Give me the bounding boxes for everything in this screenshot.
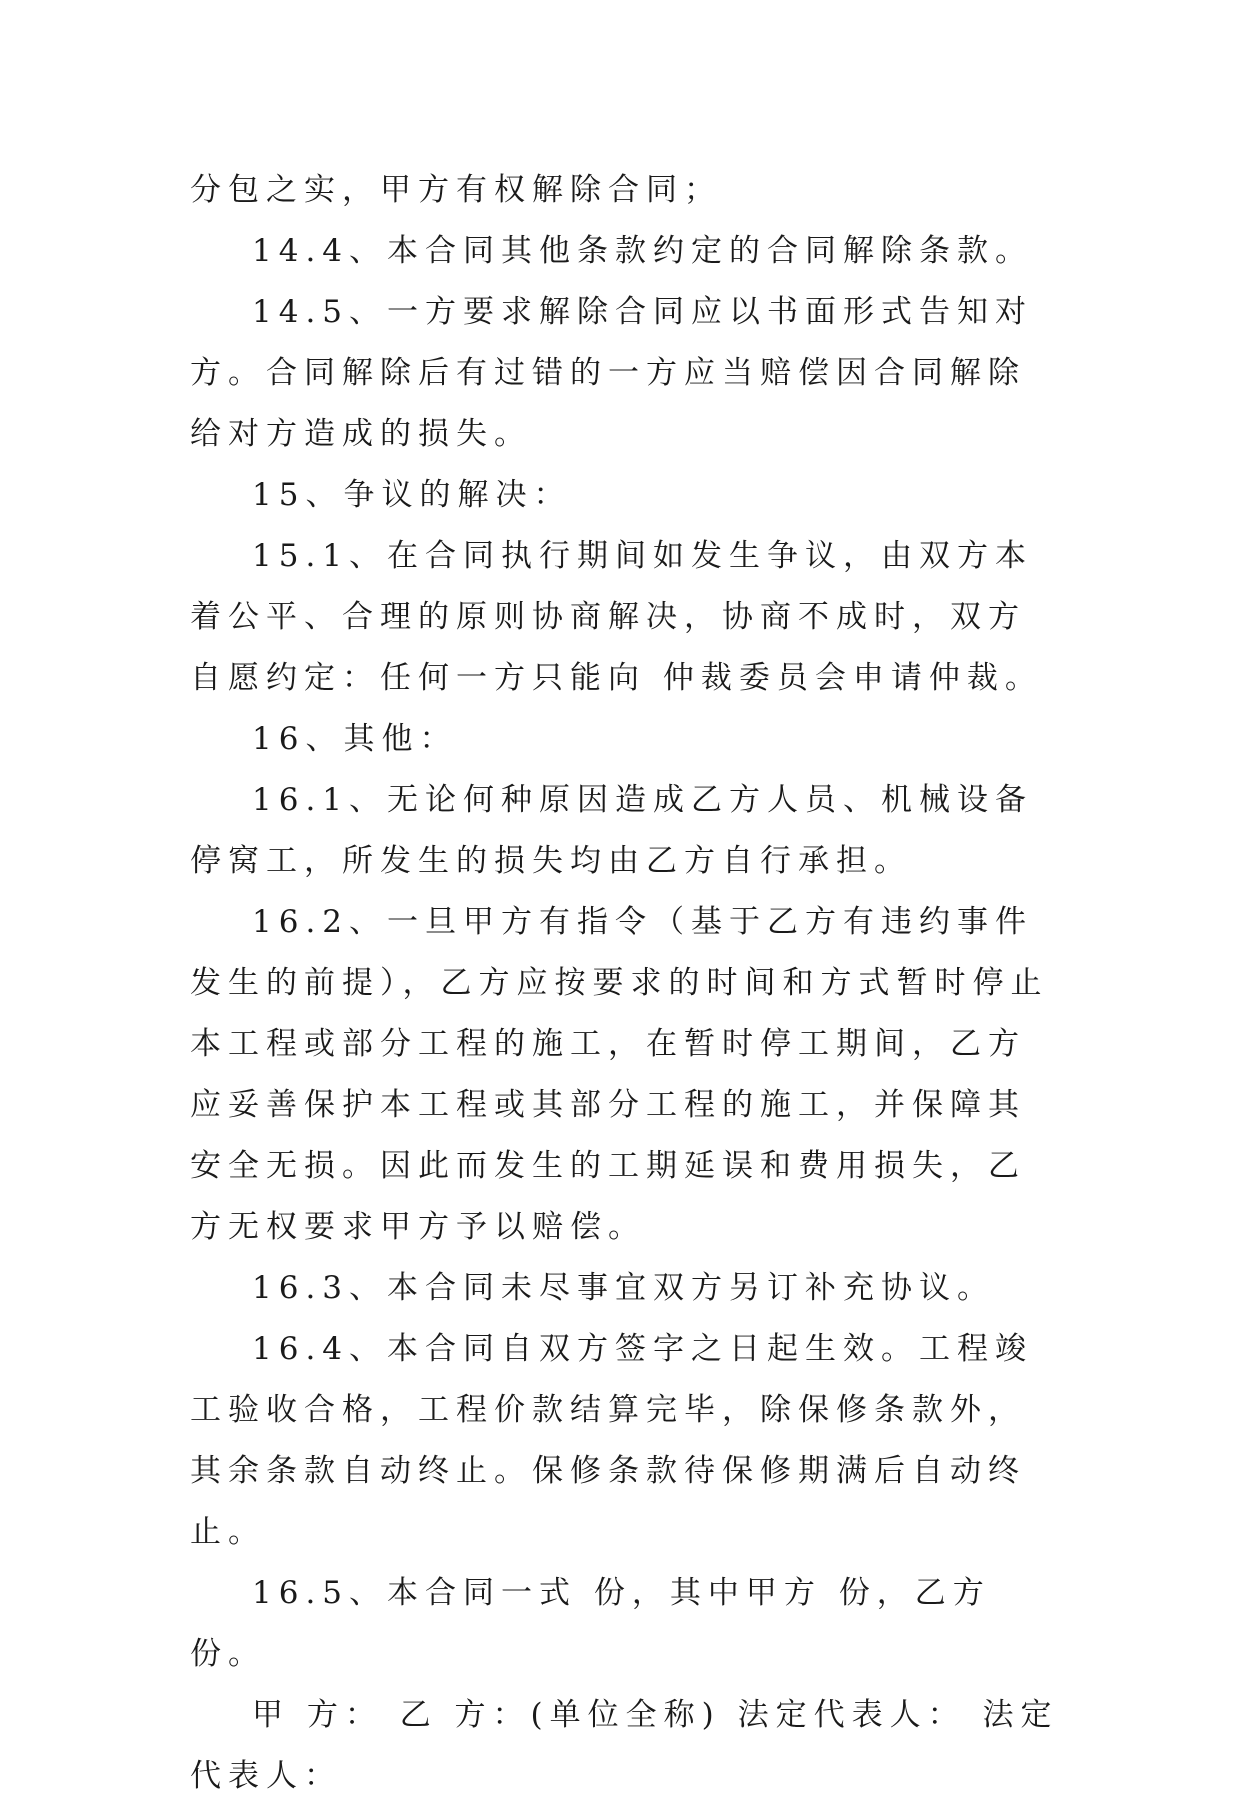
clause-16-4: 16.4、本合同自双方签字之日起生效。工程竣工验收合格，工程价款结算完毕，除保修条款外，其余条款自动终止。保修条款待保修期满后自动终止。 <box>190 1331 1034 1550</box>
paragraph-continuation: 分包之实，甲方有权解除合同； <box>190 172 722 208</box>
clause-16-3: 16.3、本合同未尽事宜双方另订补充协议。 <box>252 1270 996 1306</box>
signature-block: 甲 方： 乙 方：(单位全称) 法定代表人： 法定代表人： <box>190 1697 1059 1794</box>
clause-14-4: 14.4、本合同其他条款约定的合同解除条款。 <box>252 233 1034 269</box>
clause-16-5: 16.5、本合同一式 份，其中甲方 份，乙方 份。 <box>190 1575 991 1672</box>
clause-14-5: 14.5、一方要求解除合同应以书面形式告知对方。合同解除后有过错的一方应当赔偿因合同解除给对方造成的损失。 <box>190 294 1034 452</box>
clause-16-1: 16.1、无论何种原因造成乙方人员、机械设备停窝工，所发生的损失均由乙方自行承担。 <box>190 782 1034 879</box>
document-body <box>190 160 1060 1807</box>
clause-16-2: 16.2、一旦甲方有指令（基于乙方有违约事件发生的前提），乙方应按要求的时间和方式暂时停止本工程或部分工程的施工，在暂时停工期间，乙方应妥善保护本工程或其部分工程的施工，并保障其安全无损。因此而发生的工期延误和费用损失，乙方无权要求甲方予以赔偿。 <box>190 904 1049 1245</box>
section-15-heading: 15、争议的解决： <box>252 477 572 513</box>
clause-15-1: 15.1、在合同执行期间如发生争议，由双方本着公平、合理的原则协商解决，协商不成时，双方自愿约定：任何一方只能向 仲裁委员会申请仲裁。 <box>190 538 1043 696</box>
section-16-heading: 16、其他： <box>252 721 458 757</box>
